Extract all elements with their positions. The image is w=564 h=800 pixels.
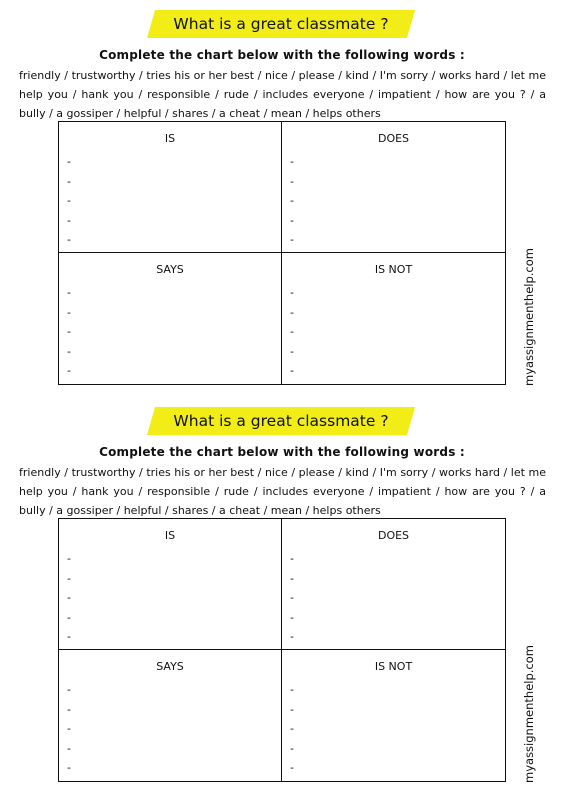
blank-line: - (67, 174, 71, 188)
blank-line: - (290, 571, 294, 585)
blank-line: - (290, 630, 294, 643)
chart-grid (58, 518, 506, 782)
blank-line: - (67, 591, 71, 604)
blank-line: - (67, 702, 71, 716)
watermark (522, 248, 536, 386)
blank-line: - (67, 722, 71, 735)
blank-line: - (67, 683, 71, 696)
blank-lines (67, 680, 167, 778)
blank-line: - (290, 325, 294, 338)
blank-line: - (290, 702, 294, 716)
blank-line: - (290, 683, 294, 696)
cell-is-not (282, 253, 505, 384)
cell-does (282, 122, 505, 253)
blank-line: - (290, 286, 294, 299)
cell-heading-says: SAYS (156, 263, 184, 276)
blank-line: - (290, 591, 294, 604)
blank-line: - (290, 722, 294, 735)
instruction: Complete the chart below with the following words : (99, 445, 465, 459)
blank-line: - (290, 344, 294, 358)
instruction: Complete the chart below with the following words : (99, 48, 465, 62)
title-banner (147, 407, 415, 435)
blank-line: - (67, 344, 71, 358)
word-list: friendly / trustworthy / tries his or her best / nice / please / kind / I'm sorry / works hard / let me help you / hank you / responsible / rude / includes everyone / impatient / how are you ? / a bully / a gossiper / helpful / shares / a cheat / mean / helps others (19, 466, 546, 517)
blank-line: - (67, 325, 71, 338)
blank-line: - (290, 174, 294, 188)
blank-line: - (290, 741, 294, 755)
blank-line: - (290, 552, 294, 565)
watermark-text: myassignmenthelp.com (522, 248, 536, 386)
worksheet-title: What is a great classmate ? (173, 15, 389, 33)
blank-line: - (67, 194, 71, 207)
blank-lines (290, 152, 390, 250)
blank-line: - (67, 364, 71, 377)
cell-heading-does: DOES (377, 529, 410, 542)
blank-line: - (67, 571, 71, 585)
blank-line: - (67, 213, 71, 227)
cell-heading-is-not: IS NOT (374, 263, 413, 276)
cell-is-not (282, 650, 505, 781)
blank-line: - (290, 194, 294, 207)
cell-heading-is: IS (164, 529, 176, 542)
blank-lines (67, 283, 167, 381)
cell-says (59, 650, 282, 781)
blank-line: - (290, 761, 294, 774)
blank-line: - (67, 305, 71, 319)
worksheet-2 (0, 397, 564, 797)
blank-line: - (290, 305, 294, 319)
cell-is (59, 122, 282, 253)
cell-says (59, 253, 282, 384)
blank-line: - (67, 741, 71, 755)
chart-grid (58, 121, 506, 385)
blank-line: - (290, 364, 294, 377)
cell-heading-says: SAYS (156, 660, 184, 673)
blank-line: - (67, 630, 71, 643)
blank-line: - (290, 213, 294, 227)
blank-line: - (290, 233, 294, 246)
cell-heading-is: IS (164, 132, 176, 145)
blank-line: - (67, 233, 71, 246)
watermark (522, 645, 536, 783)
blank-lines (67, 152, 167, 250)
blank-line: - (67, 761, 71, 774)
cell-heading-is-not: IS NOT (374, 660, 413, 673)
blank-lines (290, 283, 390, 381)
worksheet-title: What is a great classmate ? (173, 412, 389, 430)
blank-lines (67, 549, 167, 647)
cell-does (282, 519, 505, 650)
blank-line: - (67, 155, 71, 168)
cell-heading-does: DOES (377, 132, 410, 145)
blank-line: - (290, 155, 294, 168)
blank-line: - (67, 610, 71, 624)
blank-lines (290, 549, 390, 647)
blank-line: - (67, 552, 71, 565)
blank-lines (290, 680, 390, 778)
title-banner (147, 10, 415, 38)
cell-is (59, 519, 282, 650)
watermark-text: myassignmenthelp.com (522, 645, 536, 783)
blank-line: - (290, 610, 294, 624)
blank-line: - (67, 286, 71, 299)
word-list: friendly / trustworthy / tries his or her best / nice / please / kind / I'm sorry / works hard / let me help you / hank you / responsible / rude / includes everyone / impatient / how are you ? / a bully / a gossiper / helpful / shares / a cheat / mean / helps others (19, 69, 546, 120)
